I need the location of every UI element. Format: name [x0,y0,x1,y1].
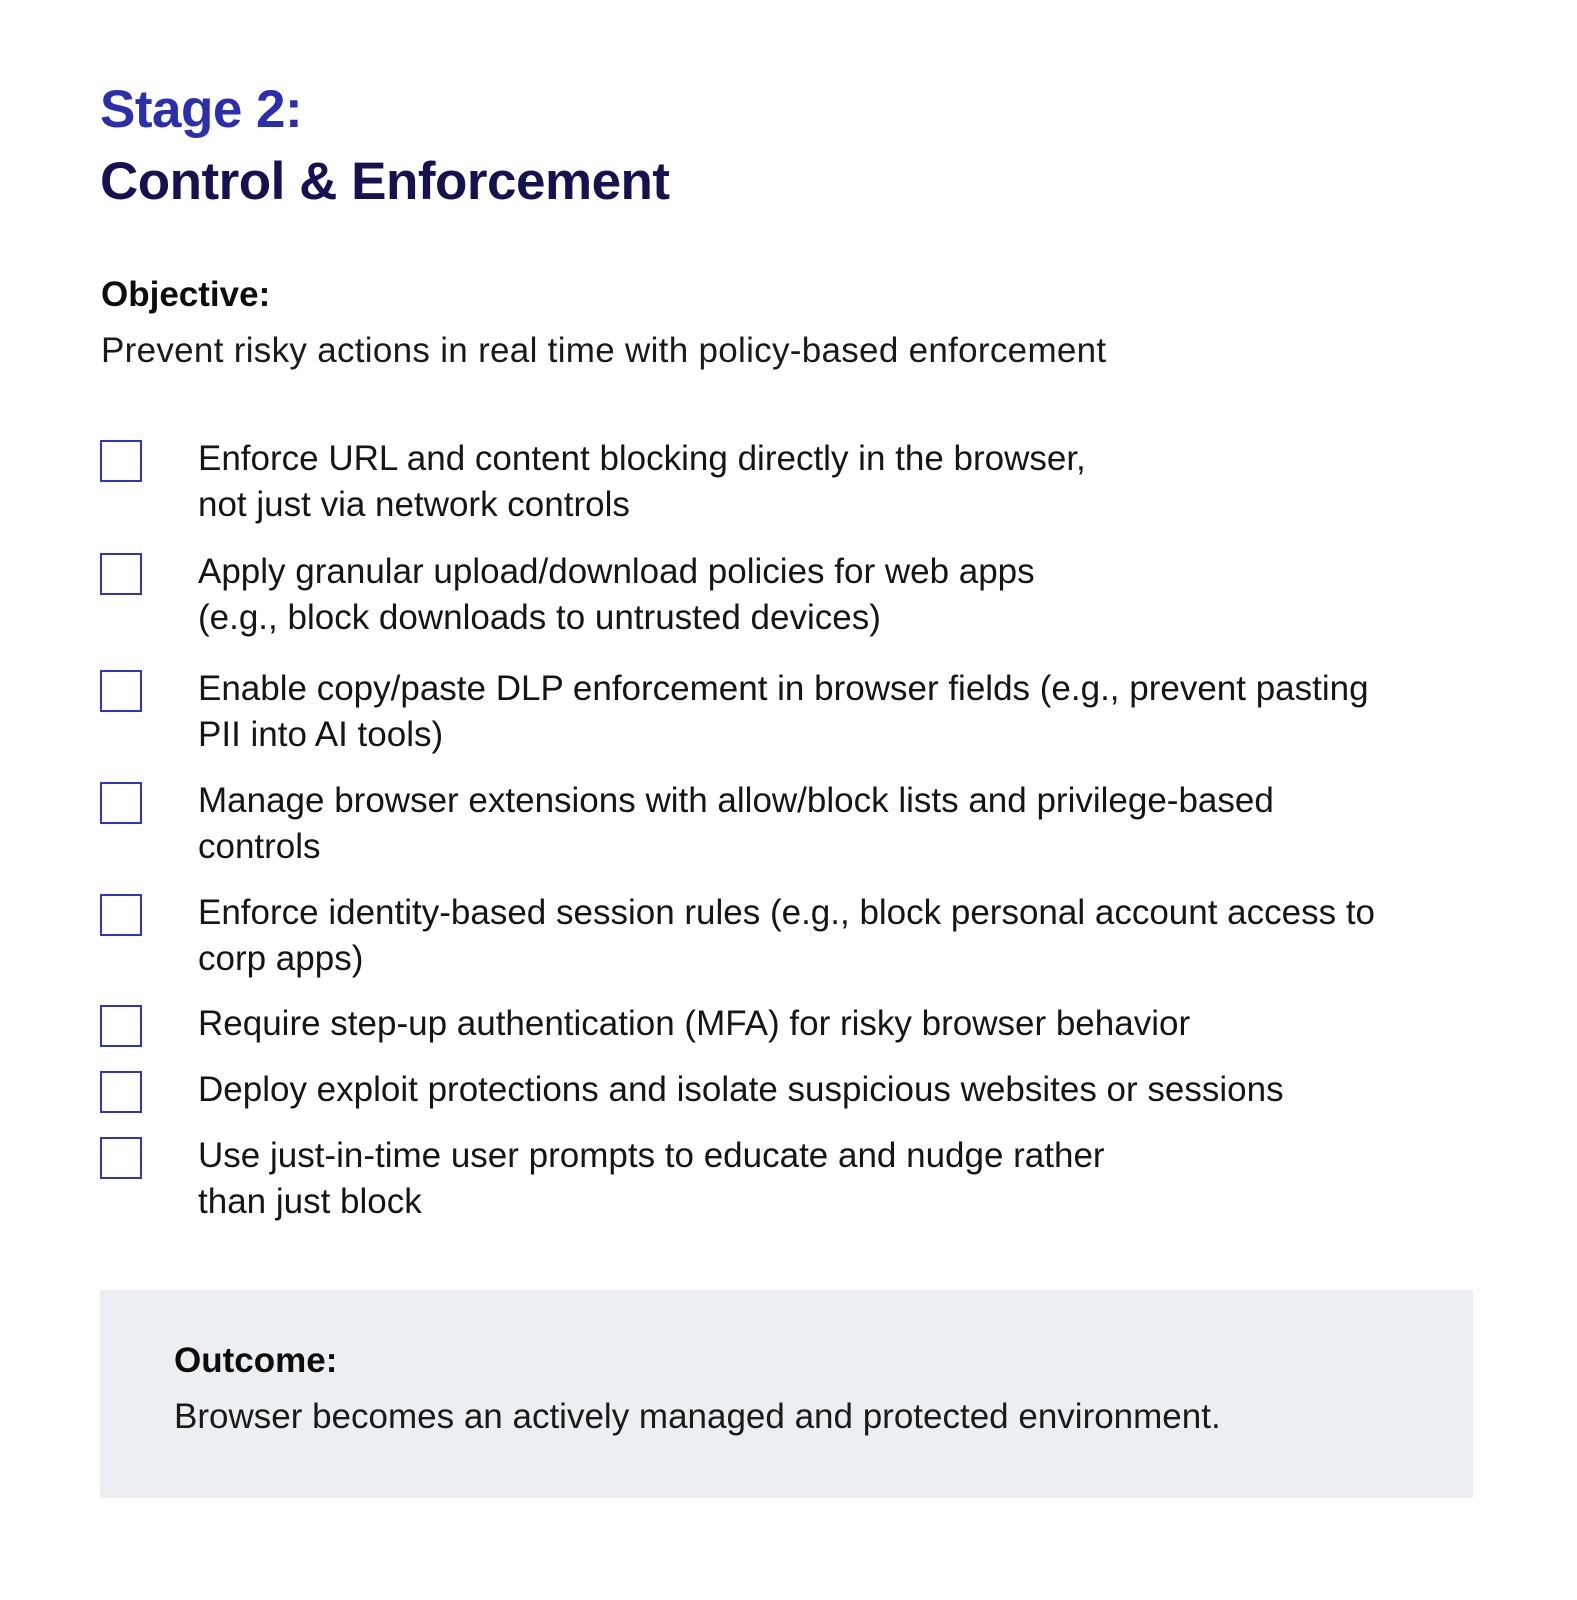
checkbox[interactable] [100,1071,142,1113]
objective-text: Prevent risky actions in real time with policy-based enforcement [101,331,1107,370]
objective-heading: Objective: [101,275,271,314]
checkbox[interactable] [100,440,142,482]
outcome-text: Browser becomes an actively managed and protected environment. [174,1397,1221,1436]
checkbox[interactable] [100,1137,142,1179]
stage-label: Stage 2: [100,80,303,139]
checklist-item-text: Enforce URL and content blocking directly in the browser, not just via network controls [198,439,1086,524]
checklist-item-text: Use just-in-time user prompts to educate and nudge rather than just block [198,1136,1105,1221]
checklist-item-text: Apply granular upload/download policies for web apps (e.g., block downloads to untrusted devices) [198,552,1035,637]
checklist-item-text: Manage browser extensions with allow/block lists and privilege-based controls [198,781,1274,866]
checklist-item-text: Enforce identity-based session rules (e.g., block personal account access to corp apps) [198,893,1376,978]
checklist-item [100,782,1500,882]
checklist-item [100,440,1500,540]
checklist-item [100,1137,1500,1237]
checklist-item [100,670,1500,770]
checkbox[interactable] [100,782,142,824]
checkbox[interactable] [100,894,142,936]
checklist-item-text: Enable copy/paste DLP enforcement in browser fields (e.g., prevent pasting PII into AI tools) [198,669,1369,754]
checklist-item [100,553,1500,653]
checkbox[interactable] [100,670,142,712]
page-title: Control & Enforcement [100,152,670,211]
checkbox[interactable] [100,1005,142,1047]
outcome-heading: Outcome: [174,1341,338,1380]
checklist-item [100,894,1500,994]
outcome-panel [100,1290,1473,1498]
checklist-item-text: Require step-up authentication (MFA) for risky browser behavior [198,1004,1191,1043]
checkbox[interactable] [100,553,142,595]
checklist-item-text: Deploy exploit protections and isolate suspicious websites or sessions [198,1070,1284,1109]
